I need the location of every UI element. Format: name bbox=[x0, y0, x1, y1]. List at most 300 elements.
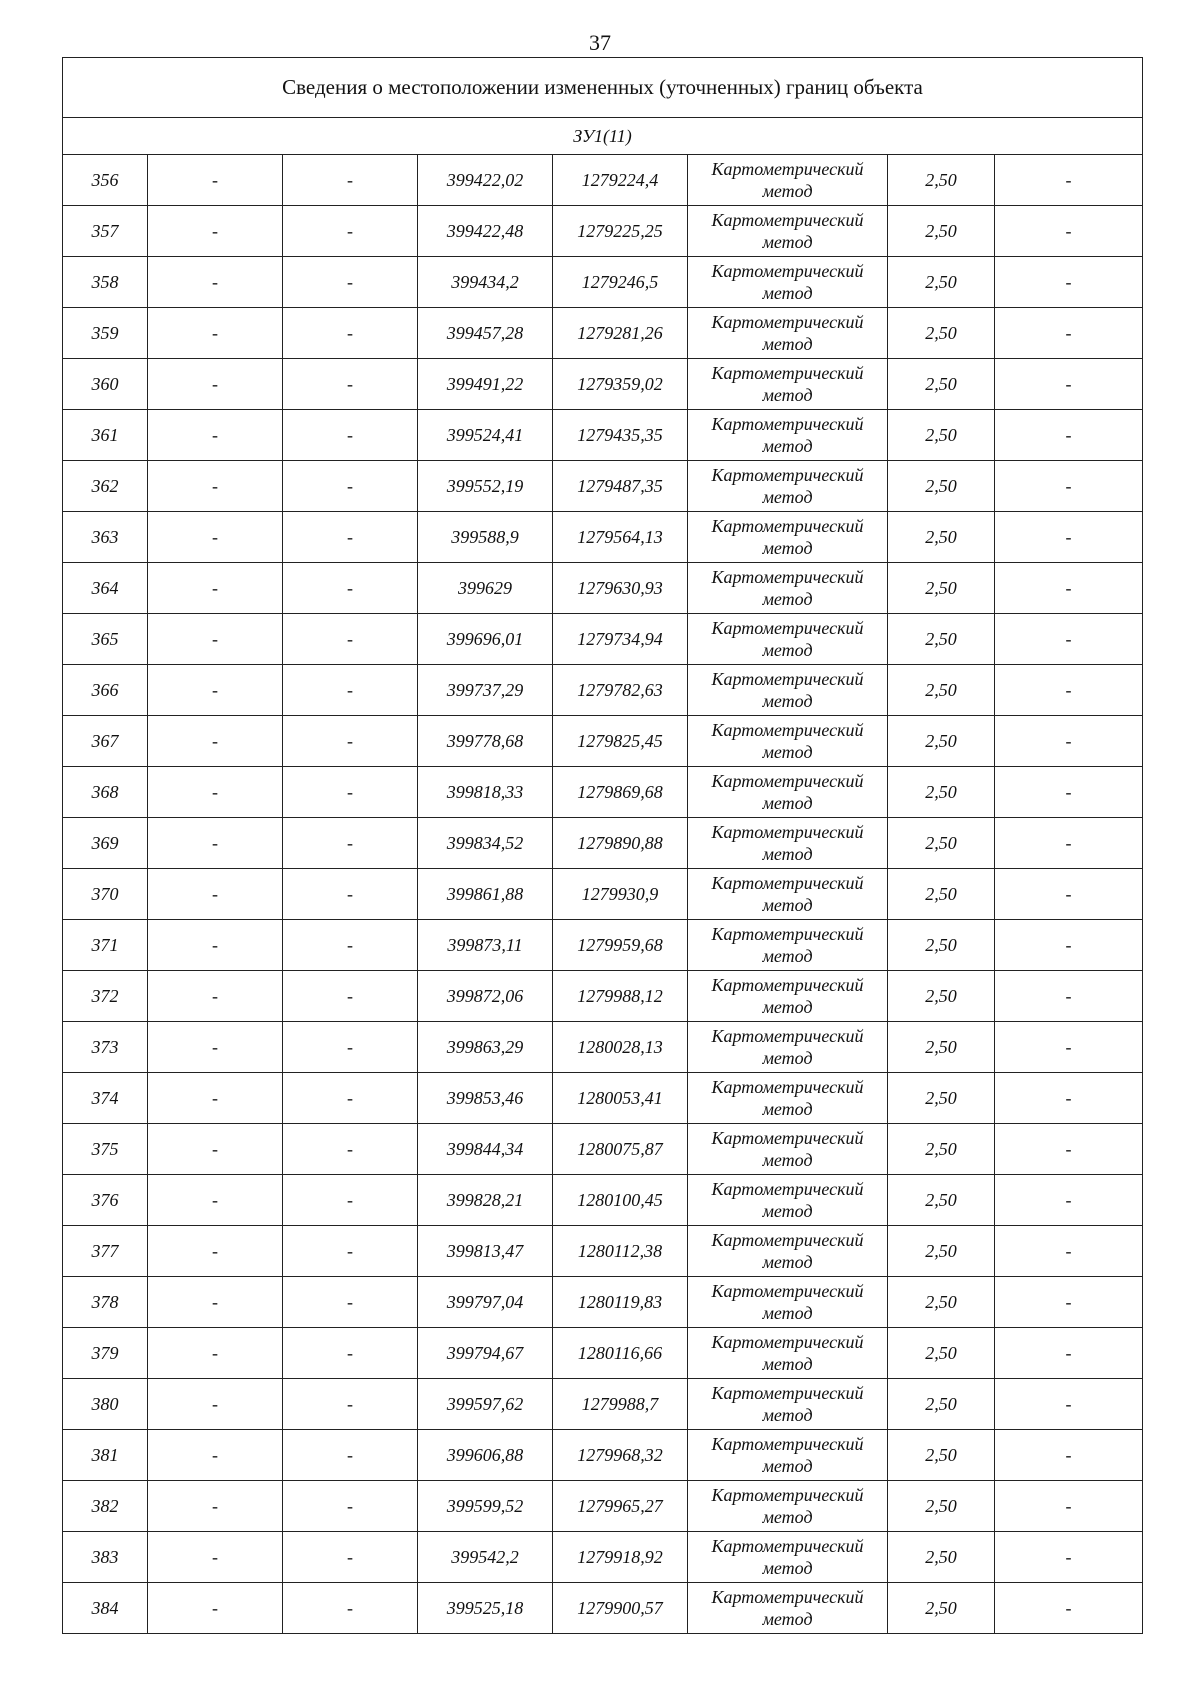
new-y-cell: 1279359,02 bbox=[553, 359, 688, 410]
new-y-cell: 1279630,93 bbox=[553, 563, 688, 614]
existing-y-cell: - bbox=[283, 614, 418, 665]
point-number-cell: 359 bbox=[63, 308, 148, 359]
existing-y-cell: - bbox=[283, 461, 418, 512]
accuracy-cell: 2,50 bbox=[888, 359, 995, 410]
method-text-line1: Картометрический bbox=[711, 1383, 864, 1403]
accuracy-cell: 2,50 bbox=[888, 818, 995, 869]
description-cell: - bbox=[995, 1022, 1143, 1073]
existing-x-cell: - bbox=[148, 359, 283, 410]
method-cell bbox=[688, 1481, 888, 1532]
description-cell: - bbox=[995, 1124, 1143, 1175]
method-cell bbox=[688, 308, 888, 359]
existing-y-cell: - bbox=[283, 869, 418, 920]
existing-y-cell: - bbox=[283, 563, 418, 614]
accuracy-cell: 2,50 bbox=[888, 971, 995, 1022]
accuracy-cell: 2,50 bbox=[888, 1328, 995, 1379]
new-y-cell: 1279965,27 bbox=[553, 1481, 688, 1532]
method-text-line2: метод bbox=[762, 538, 813, 558]
description-cell: - bbox=[995, 767, 1143, 818]
point-number-cell: 368 bbox=[63, 767, 148, 818]
method-text-line1: Картометрический bbox=[711, 210, 864, 230]
new-x-cell: 399552,19 bbox=[418, 461, 553, 512]
method-text-line1: Картометрический bbox=[711, 363, 864, 383]
method-cell bbox=[688, 206, 888, 257]
table-row bbox=[63, 1022, 1143, 1073]
existing-y-cell: - bbox=[283, 155, 418, 206]
method-text-line1: Картометрический bbox=[711, 975, 864, 995]
point-number-cell: 377 bbox=[63, 1226, 148, 1277]
method-cell bbox=[688, 920, 888, 971]
table-title: Сведения о местоположении измененных (уточненных) границ объекта bbox=[63, 58, 1143, 118]
method-text-line2: метод bbox=[762, 283, 813, 303]
method-text-line1: Картометрический bbox=[711, 159, 864, 179]
accuracy-cell: 2,50 bbox=[888, 155, 995, 206]
page-number: 37 bbox=[589, 30, 611, 55]
method-text-line2: метод bbox=[762, 793, 813, 813]
point-number-cell: 378 bbox=[63, 1277, 148, 1328]
table-row bbox=[63, 1430, 1143, 1481]
point-number-cell: 370 bbox=[63, 869, 148, 920]
method-cell bbox=[688, 767, 888, 818]
existing-x-cell: - bbox=[148, 512, 283, 563]
table-row bbox=[63, 512, 1143, 563]
point-number-cell: 383 bbox=[63, 1532, 148, 1583]
method-cell bbox=[688, 359, 888, 410]
description-cell: - bbox=[995, 512, 1143, 563]
point-number-cell: 367 bbox=[63, 716, 148, 767]
existing-y-cell: - bbox=[283, 1124, 418, 1175]
method-cell bbox=[688, 1532, 888, 1583]
existing-y-cell: - bbox=[283, 257, 418, 308]
accuracy-cell: 2,50 bbox=[888, 1073, 995, 1124]
method-text-line1: Картометрический bbox=[711, 312, 864, 332]
existing-y-cell: - bbox=[283, 512, 418, 563]
description-cell: - bbox=[995, 614, 1143, 665]
method-text-line2: метод bbox=[762, 1303, 813, 1323]
table-row bbox=[63, 869, 1143, 920]
description-cell: - bbox=[995, 1277, 1143, 1328]
method-text-line1: Картометрический bbox=[711, 771, 864, 791]
table-row bbox=[63, 461, 1143, 512]
boundary-coordinates-table bbox=[62, 57, 1143, 1634]
method-text-line2: метод bbox=[762, 1252, 813, 1272]
table-row bbox=[63, 767, 1143, 818]
existing-x-cell: - bbox=[148, 869, 283, 920]
new-x-cell: 399599,52 bbox=[418, 1481, 553, 1532]
new-x-cell: 399606,88 bbox=[418, 1430, 553, 1481]
method-text-line2: метод bbox=[762, 232, 813, 252]
description-cell: - bbox=[995, 1583, 1143, 1634]
method-cell bbox=[688, 665, 888, 716]
method-cell bbox=[688, 1124, 888, 1175]
description-cell: - bbox=[995, 410, 1143, 461]
existing-x-cell: - bbox=[148, 563, 283, 614]
existing-x-cell: - bbox=[148, 1175, 283, 1226]
point-number-cell: 369 bbox=[63, 818, 148, 869]
existing-y-cell: - bbox=[283, 1430, 418, 1481]
new-y-cell: 1279930,9 bbox=[553, 869, 688, 920]
new-y-cell: 1279564,13 bbox=[553, 512, 688, 563]
point-number-cell: 381 bbox=[63, 1430, 148, 1481]
method-text-line2: метод bbox=[762, 334, 813, 354]
table-row bbox=[63, 1124, 1143, 1175]
accuracy-cell: 2,50 bbox=[888, 308, 995, 359]
existing-x-cell: - bbox=[148, 1583, 283, 1634]
description-cell: - bbox=[995, 920, 1143, 971]
existing-x-cell: - bbox=[148, 716, 283, 767]
table-row bbox=[63, 1226, 1143, 1277]
accuracy-cell: 2,50 bbox=[888, 1430, 995, 1481]
existing-y-cell: - bbox=[283, 1226, 418, 1277]
new-y-cell: 1279869,68 bbox=[553, 767, 688, 818]
method-text-line2: метод bbox=[762, 1405, 813, 1425]
point-number-cell: 376 bbox=[63, 1175, 148, 1226]
new-x-cell: 399629 bbox=[418, 563, 553, 614]
table-row bbox=[63, 1175, 1143, 1226]
existing-y-cell: - bbox=[283, 206, 418, 257]
method-cell bbox=[688, 155, 888, 206]
existing-x-cell: - bbox=[148, 614, 283, 665]
new-y-cell: 1280075,87 bbox=[553, 1124, 688, 1175]
existing-x-cell: - bbox=[148, 308, 283, 359]
method-text-line2: метод bbox=[762, 589, 813, 609]
accuracy-cell: 2,50 bbox=[888, 1277, 995, 1328]
new-y-cell: 1279225,25 bbox=[553, 206, 688, 257]
method-text-line1: Картометрический bbox=[711, 873, 864, 893]
method-text-line1: Картометрический bbox=[711, 1077, 864, 1097]
new-x-cell: 399828,21 bbox=[418, 1175, 553, 1226]
new-y-cell: 1279890,88 bbox=[553, 818, 688, 869]
method-cell bbox=[688, 1022, 888, 1073]
method-text-line2: метод bbox=[762, 436, 813, 456]
point-number-cell: 356 bbox=[63, 155, 148, 206]
method-cell bbox=[688, 818, 888, 869]
existing-x-cell: - bbox=[148, 155, 283, 206]
method-cell bbox=[688, 1226, 888, 1277]
method-text-line1: Картометрический bbox=[711, 669, 864, 689]
method-cell bbox=[688, 512, 888, 563]
method-text-line2: метод bbox=[762, 487, 813, 507]
existing-x-cell: - bbox=[148, 1226, 283, 1277]
existing-y-cell: - bbox=[283, 971, 418, 1022]
new-y-cell: 1280119,83 bbox=[553, 1277, 688, 1328]
new-x-cell: 399491,22 bbox=[418, 359, 553, 410]
method-text-line2: метод bbox=[762, 640, 813, 660]
description-cell: - bbox=[995, 461, 1143, 512]
point-number-cell: 373 bbox=[63, 1022, 148, 1073]
existing-y-cell: - bbox=[283, 1379, 418, 1430]
new-x-cell: 399861,88 bbox=[418, 869, 553, 920]
existing-y-cell: - bbox=[283, 1175, 418, 1226]
parcel-designation: ЗУ1(11) bbox=[63, 118, 1143, 155]
point-number-cell: 372 bbox=[63, 971, 148, 1022]
method-text-line2: метод bbox=[762, 1456, 813, 1476]
existing-x-cell: - bbox=[148, 1481, 283, 1532]
table-row bbox=[63, 359, 1143, 410]
method-text-line1: Картометрический bbox=[711, 1179, 864, 1199]
description-cell: - bbox=[995, 665, 1143, 716]
method-text-line2: метод bbox=[762, 1507, 813, 1527]
point-number-cell: 382 bbox=[63, 1481, 148, 1532]
new-y-cell: 1279224,4 bbox=[553, 155, 688, 206]
description-cell: - bbox=[995, 1379, 1143, 1430]
new-x-cell: 399872,06 bbox=[418, 971, 553, 1022]
method-text-line2: метод bbox=[762, 1558, 813, 1578]
method-text-line2: метод bbox=[762, 844, 813, 864]
table-row bbox=[63, 1379, 1143, 1430]
method-cell bbox=[688, 1379, 888, 1430]
point-number-cell: 357 bbox=[63, 206, 148, 257]
method-cell bbox=[688, 1073, 888, 1124]
existing-y-cell: - bbox=[283, 1022, 418, 1073]
accuracy-cell: 2,50 bbox=[888, 614, 995, 665]
accuracy-cell: 2,50 bbox=[888, 1379, 995, 1430]
accuracy-cell: 2,50 bbox=[888, 869, 995, 920]
method-cell bbox=[688, 971, 888, 1022]
new-y-cell: 1280112,38 bbox=[553, 1226, 688, 1277]
description-cell: - bbox=[995, 716, 1143, 767]
description-cell: - bbox=[995, 1481, 1143, 1532]
description-cell: - bbox=[995, 359, 1143, 410]
description-cell: - bbox=[995, 206, 1143, 257]
new-x-cell: 399818,33 bbox=[418, 767, 553, 818]
new-x-cell: 399422,02 bbox=[418, 155, 553, 206]
accuracy-cell: 2,50 bbox=[888, 1226, 995, 1277]
method-cell bbox=[688, 1430, 888, 1481]
method-text-line2: метод bbox=[762, 181, 813, 201]
point-number-cell: 358 bbox=[63, 257, 148, 308]
method-text-line2: метод bbox=[762, 1150, 813, 1170]
table-row bbox=[63, 1532, 1143, 1583]
method-text-line1: Картометрический bbox=[711, 924, 864, 944]
existing-y-cell: - bbox=[283, 665, 418, 716]
new-x-cell: 399434,2 bbox=[418, 257, 553, 308]
existing-x-cell: - bbox=[148, 767, 283, 818]
new-x-cell: 399797,04 bbox=[418, 1277, 553, 1328]
method-cell bbox=[688, 461, 888, 512]
existing-y-cell: - bbox=[283, 359, 418, 410]
table-row bbox=[63, 1583, 1143, 1634]
method-text-line1: Картометрический bbox=[711, 720, 864, 740]
existing-y-cell: - bbox=[283, 920, 418, 971]
existing-y-cell: - bbox=[283, 1583, 418, 1634]
new-y-cell: 1280100,45 bbox=[553, 1175, 688, 1226]
point-number-cell: 371 bbox=[63, 920, 148, 971]
method-cell bbox=[688, 716, 888, 767]
new-x-cell: 399597,62 bbox=[418, 1379, 553, 1430]
accuracy-cell: 2,50 bbox=[888, 1481, 995, 1532]
point-number-cell: 363 bbox=[63, 512, 148, 563]
existing-x-cell: - bbox=[148, 920, 283, 971]
accuracy-cell: 2,50 bbox=[888, 920, 995, 971]
method-text-line1: Картометрический bbox=[711, 414, 864, 434]
accuracy-cell: 2,50 bbox=[888, 257, 995, 308]
existing-x-cell: - bbox=[148, 1022, 283, 1073]
new-y-cell: 1279959,68 bbox=[553, 920, 688, 971]
new-y-cell: 1279918,92 bbox=[553, 1532, 688, 1583]
description-cell: - bbox=[995, 971, 1143, 1022]
point-number-cell: 364 bbox=[63, 563, 148, 614]
method-cell bbox=[688, 614, 888, 665]
new-x-cell: 399542,2 bbox=[418, 1532, 553, 1583]
existing-x-cell: - bbox=[148, 1277, 283, 1328]
new-y-cell: 1280116,66 bbox=[553, 1328, 688, 1379]
accuracy-cell: 2,50 bbox=[888, 767, 995, 818]
new-x-cell: 399873,11 bbox=[418, 920, 553, 971]
method-text-line1: Картометрический bbox=[711, 1026, 864, 1046]
new-y-cell: 1279825,45 bbox=[553, 716, 688, 767]
method-text-line1: Картометрический bbox=[711, 618, 864, 638]
new-y-cell: 1279246,5 bbox=[553, 257, 688, 308]
description-cell: - bbox=[995, 869, 1143, 920]
method-text-line2: метод bbox=[762, 1099, 813, 1119]
table-row bbox=[63, 716, 1143, 767]
table-title-row bbox=[63, 58, 1143, 118]
method-text-line2: метод bbox=[762, 1609, 813, 1629]
new-x-cell: 399778,68 bbox=[418, 716, 553, 767]
new-y-cell: 1279988,7 bbox=[553, 1379, 688, 1430]
table-row bbox=[63, 920, 1143, 971]
new-y-cell: 1279968,32 bbox=[553, 1430, 688, 1481]
accuracy-cell: 2,50 bbox=[888, 461, 995, 512]
accuracy-cell: 2,50 bbox=[888, 563, 995, 614]
new-y-cell: 1279734,94 bbox=[553, 614, 688, 665]
method-text-line2: метод bbox=[762, 1048, 813, 1068]
existing-y-cell: - bbox=[283, 1481, 418, 1532]
method-cell bbox=[688, 869, 888, 920]
new-y-cell: 1279435,35 bbox=[553, 410, 688, 461]
description-cell: - bbox=[995, 1073, 1143, 1124]
point-number-cell: 379 bbox=[63, 1328, 148, 1379]
new-y-cell: 1279487,35 bbox=[553, 461, 688, 512]
method-text-line1: Картометрический bbox=[711, 1587, 864, 1607]
existing-y-cell: - bbox=[283, 818, 418, 869]
existing-x-cell: - bbox=[148, 1379, 283, 1430]
table-row bbox=[63, 308, 1143, 359]
description-cell: - bbox=[995, 818, 1143, 869]
new-y-cell: 1279900,57 bbox=[553, 1583, 688, 1634]
new-x-cell: 399737,29 bbox=[418, 665, 553, 716]
method-cell bbox=[688, 1583, 888, 1634]
accuracy-cell: 2,50 bbox=[888, 1532, 995, 1583]
table-row bbox=[63, 155, 1143, 206]
point-number-cell: 366 bbox=[63, 665, 148, 716]
point-number-cell: 362 bbox=[63, 461, 148, 512]
description-cell: - bbox=[995, 308, 1143, 359]
existing-x-cell: - bbox=[148, 206, 283, 257]
new-x-cell: 399457,28 bbox=[418, 308, 553, 359]
point-number-cell: 374 bbox=[63, 1073, 148, 1124]
method-text-line1: Картометрический bbox=[711, 516, 864, 536]
method-text-line1: Картометрический bbox=[711, 465, 864, 485]
new-y-cell: 1279281,26 bbox=[553, 308, 688, 359]
new-x-cell: 399588,9 bbox=[418, 512, 553, 563]
existing-x-cell: - bbox=[148, 257, 283, 308]
point-number-cell: 375 bbox=[63, 1124, 148, 1175]
method-text-line2: метод bbox=[762, 742, 813, 762]
method-text-line1: Картометрический bbox=[711, 261, 864, 281]
existing-y-cell: - bbox=[283, 308, 418, 359]
method-text-line2: метод bbox=[762, 691, 813, 711]
new-x-cell: 399422,48 bbox=[418, 206, 553, 257]
table-row bbox=[63, 206, 1143, 257]
method-text-line1: Картометрический bbox=[711, 1485, 864, 1505]
method-text-line1: Картометрический bbox=[711, 1434, 864, 1454]
point-number-cell: 384 bbox=[63, 1583, 148, 1634]
table-subtitle-row bbox=[63, 118, 1143, 155]
method-text-line2: метод bbox=[762, 946, 813, 966]
accuracy-cell: 2,50 bbox=[888, 1583, 995, 1634]
existing-y-cell: - bbox=[283, 716, 418, 767]
description-cell: - bbox=[995, 1532, 1143, 1583]
point-number-cell: 360 bbox=[63, 359, 148, 410]
description-cell: - bbox=[995, 1430, 1143, 1481]
description-cell: - bbox=[995, 1226, 1143, 1277]
method-cell bbox=[688, 1175, 888, 1226]
new-x-cell: 399834,52 bbox=[418, 818, 553, 869]
accuracy-cell: 2,50 bbox=[888, 512, 995, 563]
new-y-cell: 1280028,13 bbox=[553, 1022, 688, 1073]
accuracy-cell: 2,50 bbox=[888, 410, 995, 461]
existing-y-cell: - bbox=[283, 1532, 418, 1583]
method-text-line1: Картометрический bbox=[711, 1332, 864, 1352]
table-row bbox=[63, 410, 1143, 461]
method-text-line2: метод bbox=[762, 997, 813, 1017]
existing-x-cell: - bbox=[148, 461, 283, 512]
accuracy-cell: 2,50 bbox=[888, 665, 995, 716]
table-row bbox=[63, 1073, 1143, 1124]
new-x-cell: 399813,47 bbox=[418, 1226, 553, 1277]
accuracy-cell: 2,50 bbox=[888, 206, 995, 257]
accuracy-cell: 2,50 bbox=[888, 716, 995, 767]
point-number-cell: 365 bbox=[63, 614, 148, 665]
new-x-cell: 399525,18 bbox=[418, 1583, 553, 1634]
method-cell bbox=[688, 257, 888, 308]
description-cell: - bbox=[995, 155, 1143, 206]
method-text-line2: метод bbox=[762, 895, 813, 915]
method-text-line1: Картометрический bbox=[711, 1281, 864, 1301]
point-number-cell: 361 bbox=[63, 410, 148, 461]
table-row bbox=[63, 1481, 1143, 1532]
method-text-line1: Картометрический bbox=[711, 1128, 864, 1148]
existing-y-cell: - bbox=[283, 1073, 418, 1124]
method-cell bbox=[688, 410, 888, 461]
existing-x-cell: - bbox=[148, 1073, 283, 1124]
new-x-cell: 399844,34 bbox=[418, 1124, 553, 1175]
new-x-cell: 399853,46 bbox=[418, 1073, 553, 1124]
method-text-line1: Картометрический bbox=[711, 567, 864, 587]
existing-x-cell: - bbox=[148, 1328, 283, 1379]
method-text-line1: Картометрический bbox=[711, 822, 864, 842]
method-text-line1: Картометрический bbox=[711, 1536, 864, 1556]
table-row bbox=[63, 665, 1143, 716]
existing-x-cell: - bbox=[148, 665, 283, 716]
description-cell: - bbox=[995, 1328, 1143, 1379]
table-row bbox=[63, 1328, 1143, 1379]
new-x-cell: 399524,41 bbox=[418, 410, 553, 461]
method-cell bbox=[688, 1328, 888, 1379]
new-y-cell: 1279782,63 bbox=[553, 665, 688, 716]
method-text-line2: метод bbox=[762, 1201, 813, 1221]
new-x-cell: 399696,01 bbox=[418, 614, 553, 665]
table-row bbox=[63, 563, 1143, 614]
table-row bbox=[63, 257, 1143, 308]
table-row bbox=[63, 614, 1143, 665]
existing-x-cell: - bbox=[148, 1124, 283, 1175]
method-text-line1: Картометрический bbox=[711, 1230, 864, 1250]
existing-x-cell: - bbox=[148, 1532, 283, 1583]
existing-x-cell: - bbox=[148, 1430, 283, 1481]
